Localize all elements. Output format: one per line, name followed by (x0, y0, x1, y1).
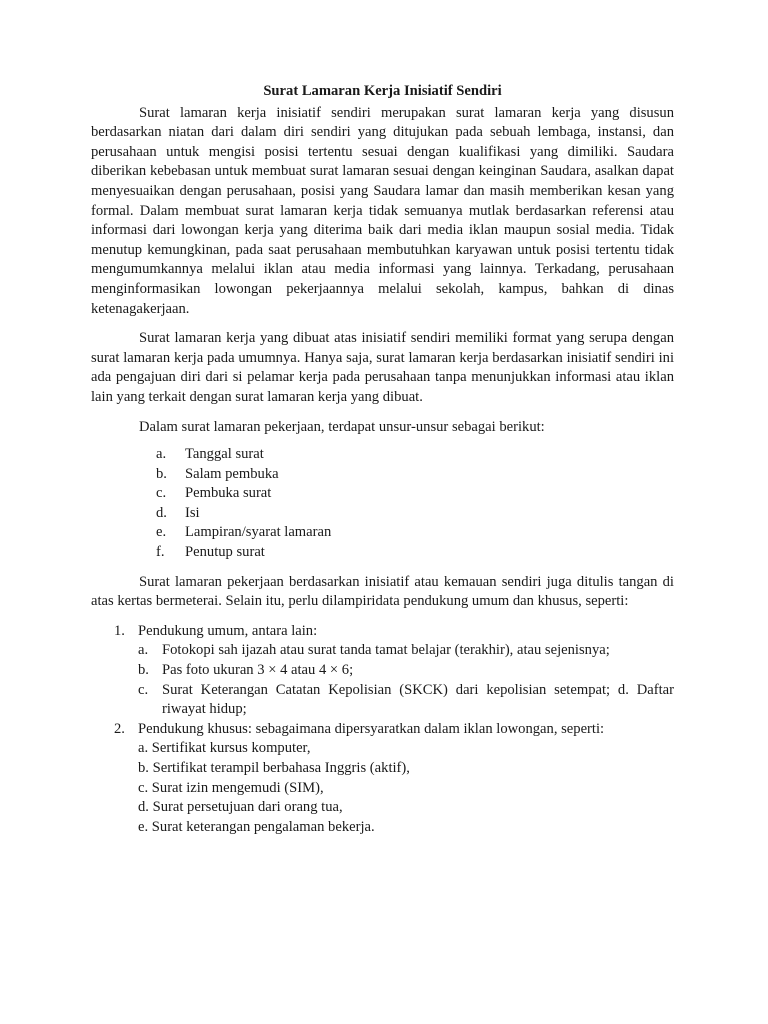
list-item-text: Isi (185, 504, 200, 521)
elements-list (91, 445, 674, 563)
list-marker: b. (156, 465, 167, 482)
list-item: b. Sertifikat terampil berbahasa Inggris (aktif), (138, 760, 410, 776)
support-general (91, 622, 674, 720)
list-item-text: Fotokopi sah ijazah atau surat tanda tamat belajar (terakhir), atau sejenisnya; (162, 642, 610, 659)
list-item: e. Surat keterangan pengalaman bekerja. (138, 818, 375, 835)
list-item-text: Penutup surat (185, 544, 265, 561)
document-title: Surat Lamaran Kerja Inisiatif Sendiri (263, 83, 502, 99)
list-item (156, 445, 674, 465)
list-item (156, 543, 674, 563)
list-item (156, 523, 674, 543)
list-item-text: Lampiran/syarat lamaran (185, 524, 332, 541)
support-general-items (138, 641, 674, 719)
list-item: d. Surat persetujuan dari orang tua, (138, 799, 343, 816)
paragraph-supporting-docs: Surat lamaran pekerjaan berdasarkan inisiatif atau kemauan sendiri juga ditulis tangan di atas kertas bermeterai. Selain itu, perlu dilampiridata pendukung umum dan khusus, seperti: (91, 573, 674, 610)
support-general-heading: Pendukung umum, antara lain: (138, 622, 318, 639)
paragraph-definition: Surat lamaran kerja inisiatif sendiri merupakan surat lamaran kerja yang disusun berdasarkan niatan dari dalam diri sendiri yang ditujukan pada sebuah lembaga, instansi, dan perusahaan untuk mengisi posisi tertentu sesuai dengan kualifikasi yang dimiliki. Saudara diberikan kebebasan untuk membuat surat lamaran sesuai dengan keinginan Saudara, asalkan dapat menyesuaikan dengan perusahaan, posisi yang Saudara lamar dan masih memberikan kesan yang formal. Dalam membuat surat lamaran kerja tidak semuanya mutlak berdasarkan referensi atau informasi dari lowongan kerja yang diterima baik dari media iklan maupun sosial media. Tidak menutup kemungkinan, pada saat perusahaan membutuhkan karyawan untuk posisi tertentu tidak mengumumkannya melalui iklan atau media informasi yang lainnya. Terkadang, perusahaan menginformasikan lowongan pekerjaannya melalui sekolah, kampus, bahkan di dinas ketenagakerjaan. (91, 104, 674, 317)
list-item (138, 681, 674, 720)
support-special-heading: Pendukung khusus: sebagaimana dipersyaratkan dalam iklan lowongan, seperti: (138, 720, 605, 737)
list-item (138, 641, 674, 661)
list-item: c. Surat izin mengemudi (SIM), (138, 779, 324, 796)
list-marker: c. (138, 681, 149, 698)
list-marker: a. (138, 642, 149, 659)
list-number: 2. (114, 720, 125, 737)
list-item (156, 504, 674, 524)
support-special (91, 720, 674, 838)
list-item: a. Sertifikat kursus komputer, (138, 740, 311, 757)
list-marker: e. (156, 524, 167, 541)
paragraph-elements-intro: Dalam surat lamaran pekerjaan, terdapat unsur-unsur sebagai berikut: (139, 418, 545, 435)
list-marker: c. (156, 485, 167, 502)
list-marker: a. (156, 446, 167, 463)
list-marker: d. (156, 504, 167, 521)
supporting-docs-list (91, 622, 674, 838)
list-marker: b. (138, 662, 149, 679)
list-item-text: Pas foto ukuran 3 × 4 atau 4 × 6; (162, 662, 354, 679)
list-item (138, 661, 674, 681)
list-item-text: Salam pembuka (185, 465, 279, 482)
list-marker: f. (156, 544, 165, 561)
paragraph-format: Surat lamaran kerja yang dibuat atas inisiatif sendiri memiliki format yang serupa dengan surat lamaran kerja pada umumnya. Hanya saja, surat lamaran kerja berdasarkan inisiatif sendiri ini ada pengajuan diri dari si pelamar kerja pada perusahaan tanpa menunjukkan informasi atau iklan lain yang terkait dengan surat lamaran kerja yang dibuat. (91, 330, 674, 405)
list-number: 1. (114, 622, 125, 639)
support-special-items (138, 739, 674, 837)
list-item-text: Surat Keterangan Catatan Kepolisian (SKCK) dari kepolisian setempat; d. Daftar riwayat hidup; (162, 681, 674, 718)
list-item-text: Pembuka surat (185, 485, 272, 502)
list-item (156, 484, 674, 504)
document-page (91, 82, 674, 837)
list-item-text: Tanggal surat (185, 446, 264, 463)
list-item (156, 465, 674, 485)
